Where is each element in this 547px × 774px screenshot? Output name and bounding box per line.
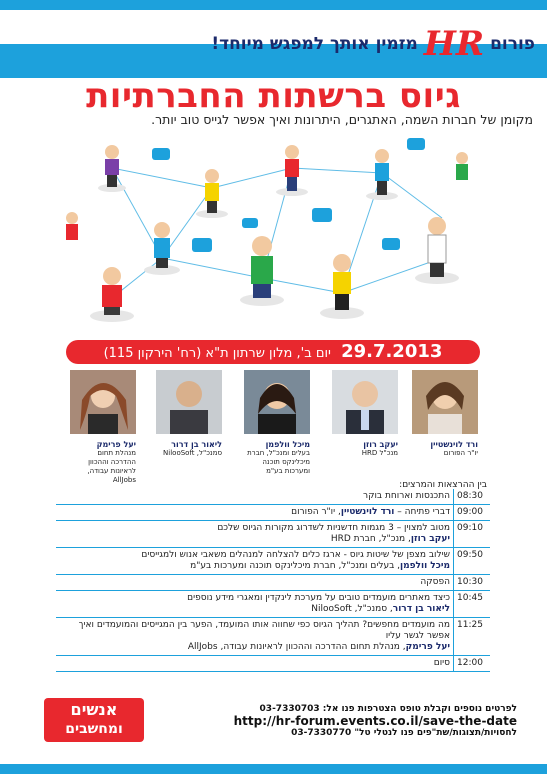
agenda-speaker: יעל פרימק (405, 642, 450, 652)
agenda-speaker: יעקב רוזן (410, 534, 450, 544)
agenda-topic: כיצד מאתרים מועמדים טובים על מערכת לינקדין ומאגרי מידע נוספים (187, 593, 450, 603)
speaker-name: ליאור בן דרור (171, 440, 222, 449)
speaker-photo (244, 370, 310, 434)
agenda-row (56, 575, 490, 591)
agenda-speaker: מיכל וולפמן (400, 561, 450, 571)
speaker-name: ורד לוינשטיין (430, 440, 478, 449)
agenda-speaker: ליאור בן דרור (392, 604, 450, 614)
speaker-photo (70, 370, 136, 434)
hr-logo (423, 24, 485, 64)
agenda-row (56, 505, 490, 521)
event-details: יום ב', מלון שרתון ת"א (רח' הירקון 115) (103, 346, 331, 361)
agenda-row (56, 591, 490, 618)
agenda-description (56, 548, 454, 575)
invite-text: מזמין אותך למפגש מיוחד! (211, 34, 418, 54)
speaker-photo (332, 370, 398, 434)
agenda-time: 10:45 (454, 591, 491, 618)
agenda-row (56, 521, 490, 548)
people-and-computers-logo (44, 698, 144, 742)
agenda-table (56, 489, 490, 672)
agenda-description (56, 505, 454, 521)
logo-line-1: אנשים (70, 700, 118, 719)
agenda-speaker-role: , מנכ"ל, חברת HRD (330, 534, 411, 544)
top-bar (0, 0, 547, 10)
agenda-topic: מטוב למצוין – 3 מגמות חדשניות לשדרוג מקורות הגיוס שלכם (217, 523, 450, 533)
agenda-speaker-role: , מנהלת תחום ההדרכה וההכוון לראיונות עבודה, AllJobs (187, 642, 406, 652)
agenda-speaker: ורד לוינשטיין (340, 507, 395, 517)
agenda-topic: דברי פתיחה – (394, 507, 450, 517)
agenda-speaker-role: , בעלים ומנכ"ל, חברת מיכלינקס תוכנה ומערכות בע"מ (190, 561, 401, 571)
speaker-role: מנכ"ל HRD (361, 449, 398, 457)
agenda-topic: הפסקה (420, 577, 450, 587)
social-network-illustration (52, 128, 500, 338)
agenda-description (56, 591, 454, 618)
forum-label: פורום (490, 34, 535, 54)
agenda-intro: בין ההרצאות והמרצים: (399, 480, 487, 490)
speaker-card (70, 370, 136, 485)
speaker-name: יעל פרימק (96, 440, 136, 449)
logo-line-2: ומחשבים (65, 721, 123, 737)
agenda-time: 12:00 (454, 656, 491, 672)
agenda-row (56, 548, 490, 575)
forum-invite (211, 24, 535, 64)
agenda-topic: סיום (433, 658, 450, 668)
speaker-name: יעקב רוזן (363, 440, 398, 449)
agenda-time: 09:50 (454, 548, 491, 575)
speaker-card (244, 370, 310, 476)
agenda-description (56, 656, 454, 672)
agenda-description (56, 489, 454, 505)
speaker-photo (156, 370, 222, 434)
registration-link[interactable]: http://hr-forum.events.co.il/save-the-date (233, 714, 517, 728)
agenda-time: 11:25 (454, 618, 491, 656)
event-date-bar (66, 340, 480, 364)
agenda-row (56, 489, 490, 505)
speaker-role: בעלים ומנכ"ל, חברת מיכלינקס תוכנה ומערכות בע"מ (247, 449, 310, 475)
agenda-topic: התכנסות וארוחת בוקר (362, 491, 450, 501)
contact-info (234, 704, 517, 738)
agenda-topic: שילוב מצפן של שיטות גיוס - ארגז כלים להצלחה למנהלים משאבי אנוש ולמגייסים (141, 550, 450, 560)
bottom-bar (0, 764, 547, 774)
speaker-role: מנהלת תחום ההדרכה וההכוון לראיונות עבודה, AllJobs (87, 449, 136, 484)
contact-line: לפרטים נוספים וקבלת טופס הצטרפות פנו אל: 03-7330703 (259, 704, 517, 714)
speaker-photo (412, 370, 478, 434)
agenda-topic: מה מועמדים מחפשים? תהליך הגיוס כפי שחווה אותו המועמד, הפער בין המגייסים והמועמדים ואיך אפשר לגשר עליו (78, 620, 450, 641)
agenda-time: 08:30 (454, 489, 491, 505)
agenda-time: 09:10 (454, 521, 491, 548)
agenda-description (56, 521, 454, 548)
hr-logo-text: HR (423, 24, 485, 64)
agenda-speaker-role: , יו"ר הפורום (291, 507, 341, 517)
speaker-card (156, 370, 222, 458)
agenda-speaker-role: , סמנכ"ל, NilooSoft (311, 604, 393, 614)
page-subtitle: מקומן של חברות השמה, האתגרים, היתרונות ואיך אפשר לגייס טוב יותר. (151, 112, 533, 127)
agenda-description (56, 618, 454, 656)
agenda-description (56, 575, 454, 591)
speaker-name: מיכל וולפמן (265, 440, 310, 449)
sponsorship-line: לחסויות/תצוגות/שת"פים פנו לנטלי טל" 03-7330770 (291, 728, 517, 738)
agenda-row (56, 656, 490, 672)
agenda-row (56, 618, 490, 656)
speaker-role: יו"ר הפורום (443, 449, 478, 457)
agenda-time: 10:30 (454, 575, 491, 591)
speakers (56, 370, 496, 484)
speaker-card (332, 370, 398, 458)
event-date: 29.7.2013 (341, 341, 443, 362)
page-title: גיוס ברשתות החברתיות (86, 76, 461, 116)
speaker-role: סמנכ"ל, NilooSoft (163, 449, 222, 457)
agenda-time: 09:00 (454, 505, 491, 521)
speaker-card (412, 370, 478, 458)
